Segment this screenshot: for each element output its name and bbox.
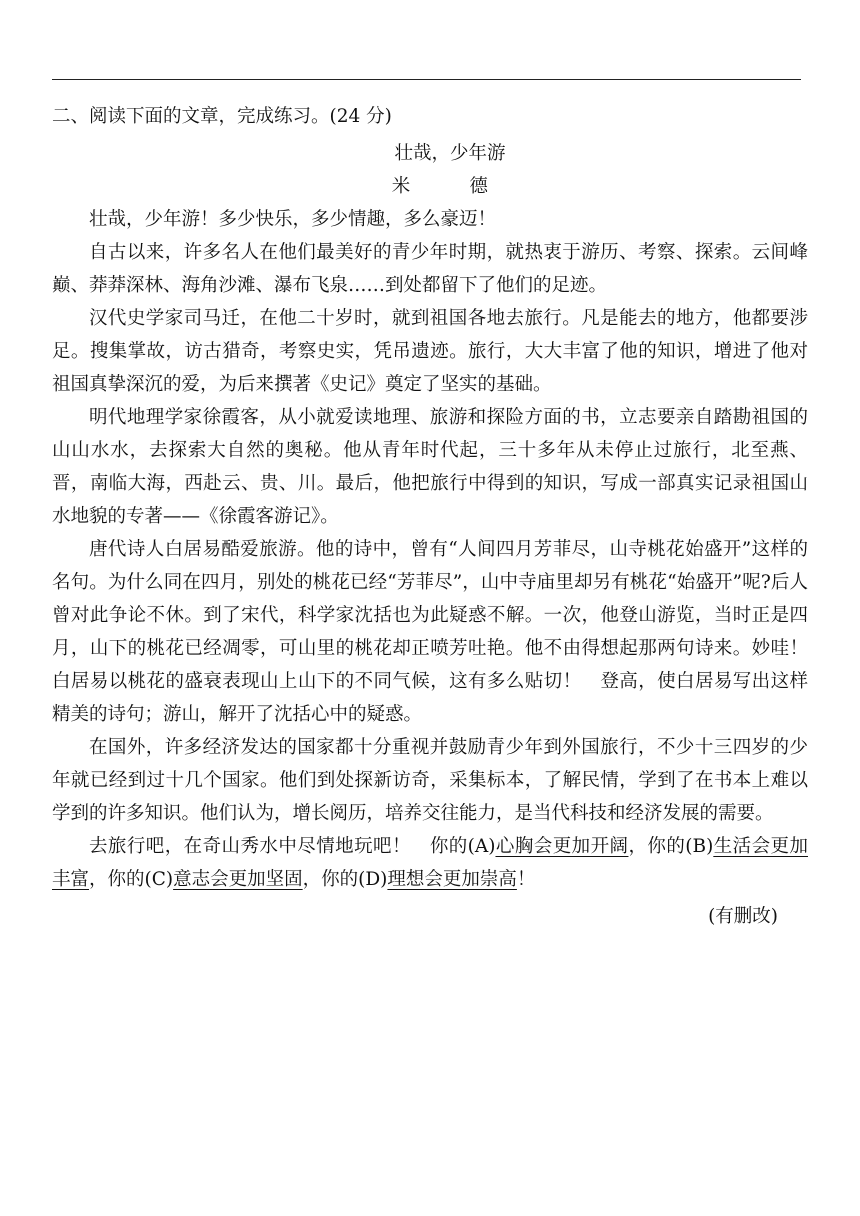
underlined-phrase-d: 理想会更加崇高 <box>387 869 517 890</box>
final-lead-text: 去旅行吧，在奇山秀水中尽情地玩吧！ 你的(A) <box>89 836 496 857</box>
final-sep-b: ，你的(B) <box>628 836 714 857</box>
header-rule <box>52 79 801 80</box>
paragraph-4: 明代地理学家徐霞客，从小就爱读地理、旅游和探险方面的书，立志要亲自踏勘祖国的山山水水，去探索大自然的奥秘。他从青年时代起，三十多年从未停止过旅行，北至燕、晋，南临大海，西赴云、贵、川。最后，他把旅行中得到的知识，写成一部真实记录祖国山水地貌的专著——《徐霞客游记》。 <box>52 407 808 527</box>
final-sep-d: ，你的(D) <box>302 869 388 890</box>
article-title: 壮哉，少年游 <box>394 143 506 164</box>
edit-note: (有删改) <box>708 906 778 927</box>
paragraph-2: 自古以来，许多名人在他们最美好的青少年时期，就热衷于游历、考察、探索。云间峰巅、莽莽深林、海角沙滩、瀑布飞泉……到处都留下了他们的足迹。 <box>52 242 808 296</box>
paragraph-6: 在国外，许多经济发达的国家都十分重视并鼓励青少年到外国旅行，不少十三四岁的少年就已经到过十几个国家。他们到处探新访奇，采集标本，了解民情，学到了在书本上难以学到的许多知识。他们认为，增长阅历，培养交往能力，是当代科技和经济发展的需要。 <box>52 737 808 824</box>
article-author: 米 德 <box>391 176 509 197</box>
paragraph-final <box>52 830 808 896</box>
final-sep-c: ，你的(C) <box>89 869 174 890</box>
final-end: ！ <box>516 869 536 890</box>
underlined-phrase-a: 心胸会更加开阔 <box>495 836 629 857</box>
paragraph-3: 汉代史学家司马迁，在他二十岁时，就到祖国各地去旅行。凡是能去的地方，他都要涉足。搜集掌故，访古猎奇，考察史实，凭吊遗迹。旅行，大大丰富了他的知识，增进了他对祖国真挚深沉的爱，为后来撰著《史记》奠定了坚实的基础。 <box>52 308 808 395</box>
paragraph-1: 壮哉，少年游！多少快乐，多少情趣，多么豪迈！ <box>89 209 497 230</box>
underlined-phrase-b: 生活会更加丰富 <box>52 836 808 890</box>
underlined-phrase-c: 意志会更加坚固 <box>173 869 303 890</box>
document-body <box>52 100 827 933</box>
paragraph-5: 唐代诗人白居易酷爱旅游。他的诗中，曾有“人间四月芳菲尽，山寺桃花始盛开”这样的名句。为什么同在四月，别处的桃花已经“芳菲尽”，山中寺庙里却另有桃花“始盛开”呢?后人曾对此争论不休。到了宋代，科学家沈括也为此疑惑不解。一次，他登山游览，当时正是四月，山下的桃花已经凋零，可山里的桃花却正喷芳吐艳。他不由得想起那两句诗来。妙哇！ 白居易以桃花的盛衰表现山上山下的不同气候，这有多么贴切！ 登高，使白居易写出这样精美的诗句；游山，解开了沈括心中的疑惑。 <box>52 539 827 725</box>
section-heading: 二、阅读下面的文章，完成练习。(24 分) <box>52 106 392 127</box>
